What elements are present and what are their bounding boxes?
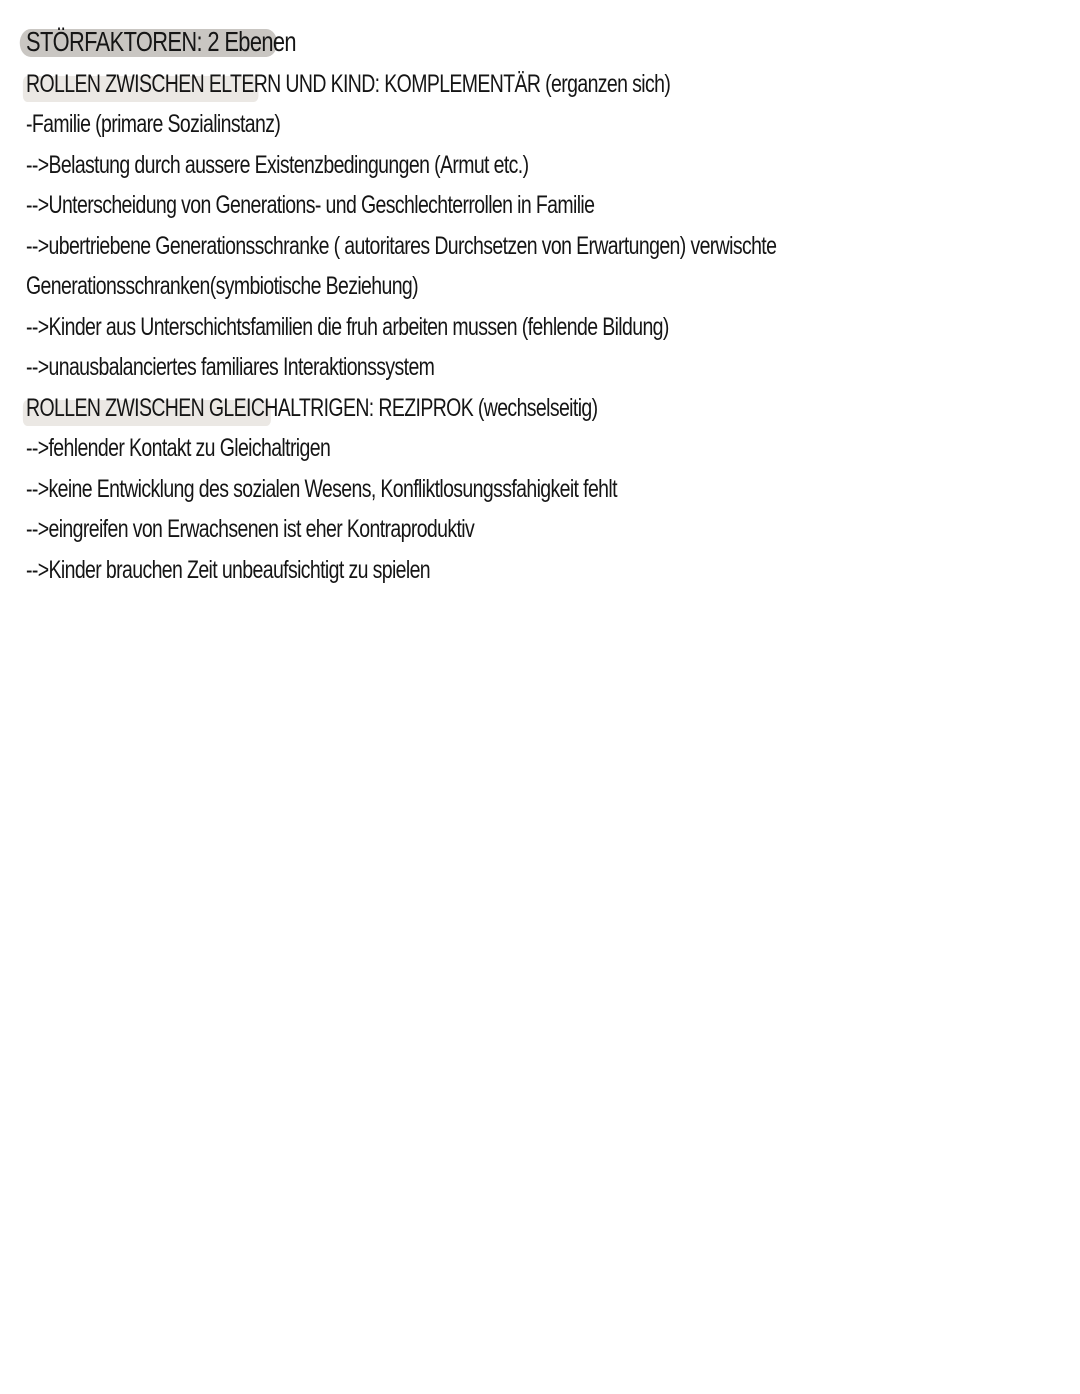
section1-heading-rest: KOMPLEMENTÄR (erganzen sich)	[379, 69, 671, 98]
section2-item: -->eingreifen von Erwachsenen ist eher Kontraproduktiv	[26, 515, 475, 543]
section1-item: Generationsschranken(symbiotische Beziehung)	[26, 272, 419, 300]
notes-body	[26, 22, 1056, 590]
section1-item: -->ubertriebene Generationsschranke ( autoritares Durchsetzen von Erwartungen) verwischte	[26, 231, 777, 260]
section2-item: -->fehlender Kontakt zu Gleichaltrigen	[26, 434, 331, 462]
section1-item: -->Belastung durch aussere Existenzbedingungen (Armut etc.)	[26, 150, 529, 179]
section2-item: -->keine Entwicklung des sozialen Wesens, Konfliktlosungssfahigkeit fehlt	[26, 474, 617, 503]
section2-item: -->Kinder brauchen Zeit unbeaufsichtigt zu spielen	[26, 555, 431, 584]
page-title-text: STÖRFAKTOREN: 2 Ebenen	[26, 26, 296, 57]
section1-item: -->unausbalanciertes familiares Interaktionssystem	[26, 353, 435, 381]
section2-heading-label: ROLLEN ZWISCHEN GLEICHALTRIGEN:	[26, 393, 374, 422]
section1-item: -->Unterscheidung von Generations- und Geschlechterrollen in Familie	[26, 191, 595, 219]
section1-heading-highlighted	[26, 64, 379, 105]
page-title	[26, 22, 296, 64]
section2-heading-rest: REZIPROK (wechselseitig)	[373, 393, 598, 422]
section2-heading	[26, 388, 1056, 429]
title-line	[26, 22, 1056, 64]
section1-item: -Familie (primare Sozialinstanz)	[26, 110, 281, 138]
section1-heading-label: ROLLEN ZWISCHEN ELTERN UND KIND:	[26, 69, 380, 98]
section2-heading-highlighted	[26, 388, 374, 429]
section1-heading	[26, 64, 1056, 105]
section1-item: -->Kinder aus Unterschichtsfamilien die fruh arbeiten mussen (fehlende Bildung)	[26, 312, 669, 341]
